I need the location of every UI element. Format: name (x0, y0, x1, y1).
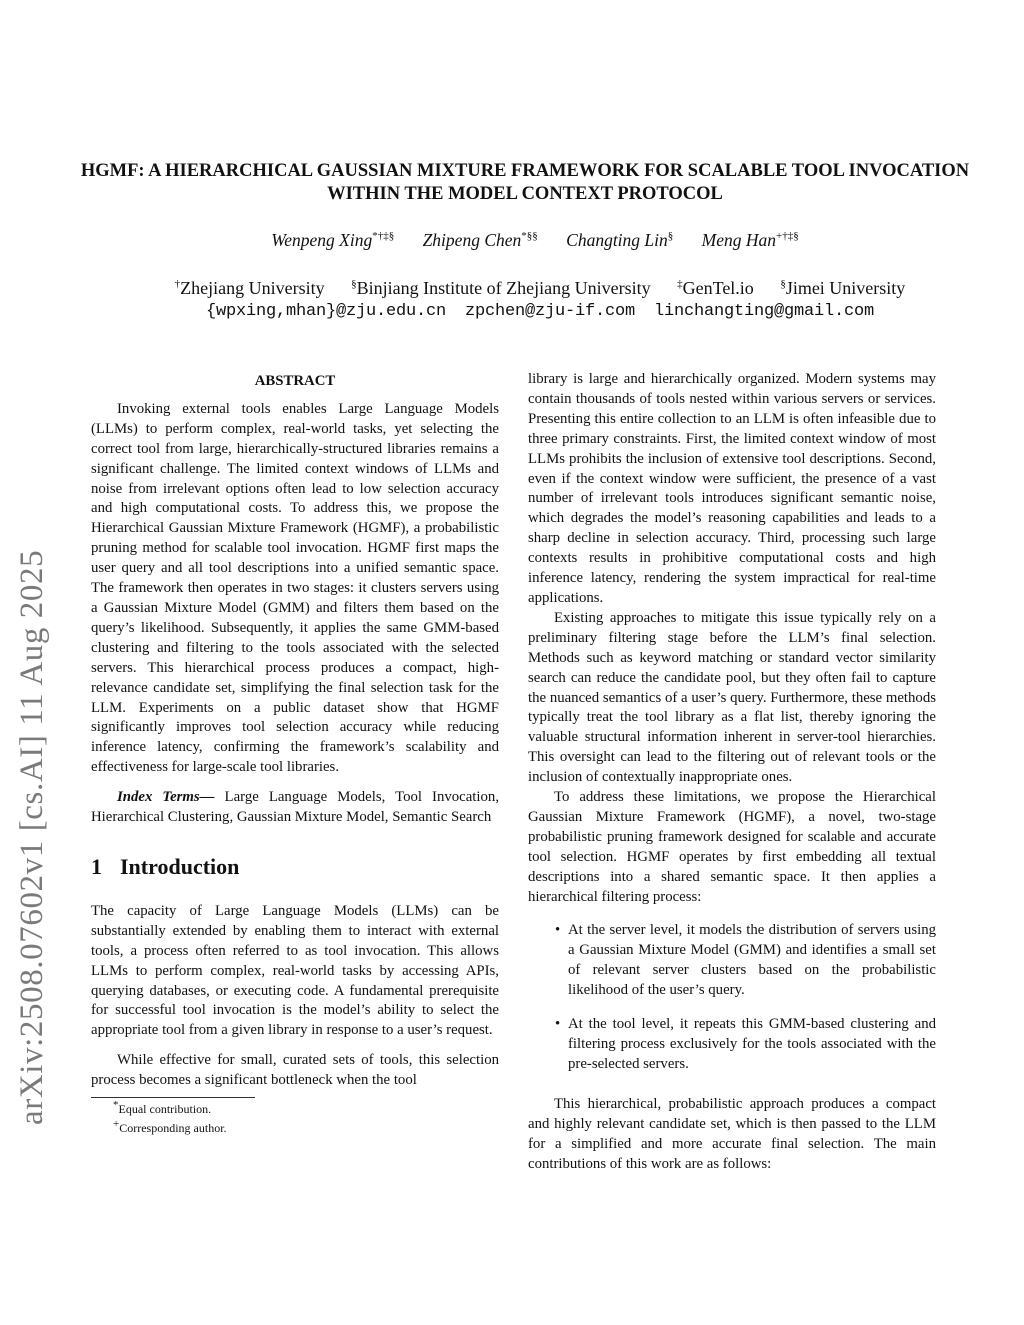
intro-paragraph: Existing approaches to mitigate this issue typically rely on a preliminary filtering stage before the LLM’s final selection. Methods such as keyword matching or standard vector similarity search can reduce the candidate pool, but they often fail to capture the nuanced semantics of a user’s query. Furthermore, these methods typically treat the tool library as a flat list, thereby ignoring the valuable structural information inherent in server-tool hierarchies. This oversight can lead to the filtering out of relevant tools or the inclusion of contextually inappropriate ones. (528, 609, 936, 786)
contribution-list (528, 921, 936, 1074)
intro-paragraph: The capacity of Large Language Models (LLMs) can be substantially extended by enabling them to interact with external tools, a process often referred to as tool invocation. This allows LLMs to perform complex, real-world tasks by accessing APIs, querying databases, or executing code. A fundamental prerequisite for successful tool invocation is the model’s ability to select the appropriate tool from a given library in response to a user’s request. (91, 902, 499, 1039)
affiliation: §Jimei University (780, 278, 906, 298)
list-item: • At the server level, it models the distribution of servers using a Gaussian Mixture Model (GMM) and identifies a small set of relevant server clusters based on the probabilistic likelihood of the user’s query. (555, 922, 936, 999)
intro-paragraph: While effective for small, curated sets of tools, this selection process becomes a significant bottleneck when the tool (91, 1052, 499, 1089)
section-title: Introduction (120, 853, 240, 879)
abstract-body: Invoking external tools enables Large Language Models (LLMs) to perform complex, real-world tasks, yet selecting the correct tool from large, hierarchically-structured libraries remains a significant challenge. The limited context windows of LLMs and noise from irrelevant options often lead to low selection accuracy and high computational costs. To address this, we propose the Hierarchical Gaussian Mixture Framework (HGMF), a probabilistic pruning method for scalable tool invocation. HGMF first maps the user query and all tool descriptions into a unified semantic space. The framework then operates in two stages: it clusters servers using a Gaussian Mixture Model (GMM) and filters them based on the query’s likelihood. Subsequently, it applies the same GMM-based clustering and filtering to the tools associated with the selected servers. This hierarchical process produces a compact, high-relevance candidate set, simplifying the final selection task for the LLM. Experiments on a public dataset show that HGMF significantly improves tool selection accuracy while reducing inference latency, confirming the framework’s scalability and effectiveness for large-scale tool libraries. (91, 400, 499, 776)
author: Wenpeng Xing*†‡§ (271, 230, 395, 250)
author: Changting Lin§ (566, 230, 674, 250)
affiliation: §Binjiang Institute of Zhejiang University (351, 278, 651, 298)
abstract-heading: ABSTRACT (254, 373, 336, 389)
footnote: +Corresponding author. (113, 1118, 227, 1136)
index-terms-text: Large Language Models, Tool Invocation, Hierarchical Clustering, Gaussian Mixture Model, Semantic Search (91, 789, 500, 826)
intro-paragraph: This hierarchical, probabilistic approach produces a compact and highly relevant candidate set, which is then passed to the LLM for a simplified and more accurate final selection. The main contributions of this work are as follows: (528, 1095, 936, 1172)
arxiv-identifier: arXiv:2508.07602v1 [cs.AI] 11 Aug 2025 (14, 549, 50, 1125)
author: Zhipeng Chen*§§ (422, 230, 538, 250)
bullet-icon: • (555, 922, 561, 939)
affiliation-list (60, 278, 1020, 299)
left-column (91, 372, 499, 1136)
section-number: 1 (91, 853, 102, 879)
list-item: • At the tool level, it repeats this GMM-based clustering and filtering process exclusively for the tools associated with the pre-selected servers. (555, 1016, 936, 1072)
index-terms (91, 788, 499, 828)
affiliation: †Zhejiang University (174, 278, 325, 298)
intro-paragraph: To address these limitations, we propose the Hierarchical Gaussian Mixture Framework (HGMF), a novel, two-stage probabilistic pruning framework designed for scalable and accurate tool selection. HGMF operates by first embedding all textual descriptions into a shared semantic space. It then applies a hierarchical filtering process: (528, 789, 936, 905)
right-column (528, 370, 936, 1174)
index-terms-label: Index Terms— (117, 789, 215, 806)
footnote: *Equal contribution. (113, 1099, 212, 1117)
paper-title: HGMF: A HIERARCHICAL GAUSSIAN MIXTURE FRAMEWORK FOR SCALABLE TOOL INVOCATION WITHIN THE MODEL CONTEXT PROTOCOL (80, 161, 970, 204)
bullet-icon: • (555, 1016, 561, 1033)
section-heading (91, 853, 499, 881)
author: Meng Han+†‡§ (701, 230, 799, 250)
author-list (60, 230, 1010, 251)
affiliation: ‡GenTel.io (677, 278, 754, 298)
intro-paragraph: library is large and hierarchically organized. Modern systems may contain thousands of tools nested within various servers or services. Presenting this entire collection to an LLM is often infeasible due to three primary constraints. First, the limited context window of most LLMs prohibits the inclusion of extensive tool descriptions. Second, even if the context window were sufficient, the presence of a vast number of irrelevant tools introduces significant semantic noise, which degrades the model’s reasoning capabilities and leads to a sharp decline in selection accuracy. Third, processing such large contexts results in prohibitive computational costs and high inference latency, rendering the system impractical for real-time applications. (528, 371, 936, 606)
author-emails: {wpxing,mhan}@zju.edu.cn zpchen@zju-if.com linchangting@gmail.com (205, 302, 875, 321)
